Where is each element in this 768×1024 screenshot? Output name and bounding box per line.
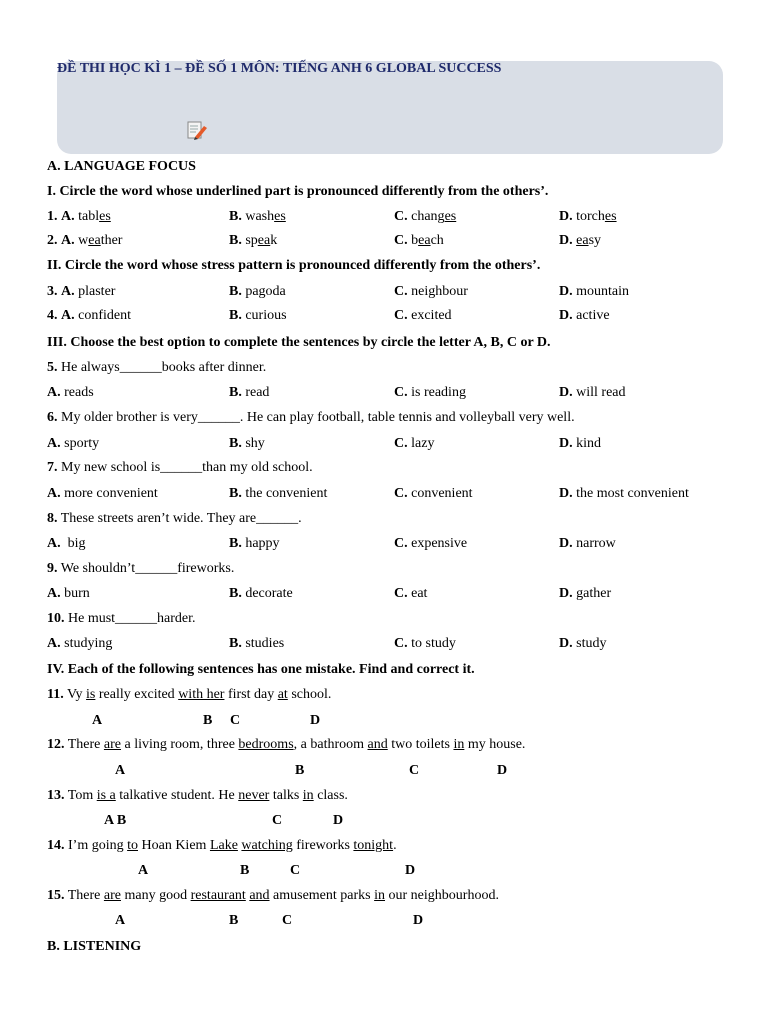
q10-option-d: D. study <box>559 636 607 651</box>
q7-option-a: A. more convenient <box>47 486 158 501</box>
q7-stem: 7. My new school is______than my old school. <box>47 460 313 475</box>
q8-option-b: B. happy <box>229 536 280 551</box>
q12-label-b: B <box>295 763 305 778</box>
q1-option-d: D. torches <box>559 209 617 224</box>
q6-option-b: B. shy <box>229 436 265 451</box>
q6-option-c: C. lazy <box>394 436 435 451</box>
q8-option-c: C. expensive <box>394 536 468 551</box>
q14-label-a: A <box>138 863 149 878</box>
q4-option-d: D. active <box>559 308 610 323</box>
section-b-heading: B. LISTENING <box>47 939 142 954</box>
q9-option-d: D. gather <box>559 586 612 601</box>
q12-label-d: D <box>497 763 508 778</box>
part1-instruction: I. Circle the word whose underlined part is pronounced differently from the others’. <box>47 184 549 199</box>
q8-stem: 8. These streets aren’t wide. They are______. <box>47 511 302 526</box>
q9-stem: 9. We shouldn’t______fireworks. <box>47 561 235 576</box>
q11-label-d: D <box>310 713 321 728</box>
q12-sentence: 12. There are a living room, three bedrooms, a bathroom and two toilets in my house. <box>47 737 526 752</box>
q6-stem: 6. My older brother is very______. He can play football, table tennis and volleyball very well. <box>47 410 575 425</box>
exam-title: ĐỀ THI HỌC KÌ 1 – ĐỀ SỐ 1 MÔN: TIẾNG ANH 6 GLOBAL SUCCESS <box>57 61 502 76</box>
q5-stem: 5. He always______books after dinner. <box>47 360 267 375</box>
q9-option-c: C. eat <box>394 586 428 601</box>
q1-option-a: 1. A. tables <box>47 209 111 224</box>
q11-label-a: A <box>92 713 103 728</box>
q15-label-d: D <box>413 913 424 928</box>
question-number: 1. <box>47 209 58 224</box>
q1-option-b: B. washes <box>229 209 286 224</box>
q15-label-b: B <box>229 913 239 928</box>
q14-label-d: D <box>405 863 416 878</box>
q3-option-b: B. pagoda <box>229 284 286 299</box>
q13-label-ab: A B <box>104 813 127 828</box>
q10-option-a: A. studying <box>47 636 113 651</box>
q2-option-c: C. beach <box>394 233 444 248</box>
q13-sentence: 13. Tom is a talkative student. He never talks in class. <box>47 788 348 803</box>
q10-option-c: C. to study <box>394 636 456 651</box>
q3-option-c: C. neighbour <box>394 284 468 299</box>
q7-option-b: B. the convenient <box>229 486 328 501</box>
q9-option-a: A. burn <box>47 586 90 601</box>
q10-option-b: B. studies <box>229 636 285 651</box>
q4-option-a: 4. A. confident <box>47 308 131 323</box>
q10-stem: 10. He must______harder. <box>47 611 196 626</box>
q2-option-d: D. easy <box>559 233 602 248</box>
q12-label-c: C <box>409 763 420 778</box>
q5-option-b: B. read <box>229 385 270 400</box>
q7-option-d: D. the most convenient <box>559 486 689 501</box>
q6-option-d: D. kind <box>559 436 602 451</box>
q14-sentence: 14. I’m going to Hoan Kiem Lake watching fireworks tonight. <box>47 838 397 853</box>
q12-label-a: A <box>115 763 126 778</box>
q3-option-d: D. mountain <box>559 284 630 299</box>
q11-sentence: 11. Vy is really excited with her first day at school. <box>47 687 332 702</box>
q3-option-a: 3. A. plaster <box>47 284 116 299</box>
q15-label-c: C <box>282 913 293 928</box>
section-a-heading: A. LANGUAGE FOCUS <box>47 159 196 174</box>
q5-option-a: A. reads <box>47 385 94 400</box>
q8-option-a: A. big <box>47 536 86 551</box>
q5-option-d: D. will read <box>559 385 626 400</box>
q13-label-c: C <box>272 813 283 828</box>
q15-label-a: A <box>115 913 126 928</box>
q1-option-c: C. changes <box>394 209 457 224</box>
q7-option-c: C. convenient <box>394 486 473 501</box>
q14-label-b: B <box>240 863 250 878</box>
edit-pen-icon <box>186 119 208 141</box>
q15-sentence: 15. There are many good restaurant and amusement parks in our neighbourhood. <box>47 888 499 903</box>
q5-option-c: C. is reading <box>394 385 466 400</box>
q4-option-c: C. excited <box>394 308 452 323</box>
q2-option-a: 2. A. weather <box>47 233 123 248</box>
q11-label-b: B <box>203 713 213 728</box>
part4-instruction: IV. Each of the following sentences has one mistake. Find and correct it. <box>47 662 475 677</box>
q8-option-d: D. narrow <box>559 536 616 551</box>
q11-label-c: C <box>230 713 241 728</box>
q14-label-c: C <box>290 863 301 878</box>
part3-instruction: III. Choose the best option to complete the sentences by circle the letter A, B, C or D. <box>47 335 551 350</box>
q2-option-b: B. speak <box>229 233 278 248</box>
q6-option-a: A. sporty <box>47 436 100 451</box>
q13-label-d: D <box>333 813 344 828</box>
q9-option-b: B. decorate <box>229 586 293 601</box>
q4-option-b: B. curious <box>229 308 287 323</box>
part2-instruction: II. Circle the word whose stress pattern is pronounced differently from the others’. <box>47 258 541 273</box>
